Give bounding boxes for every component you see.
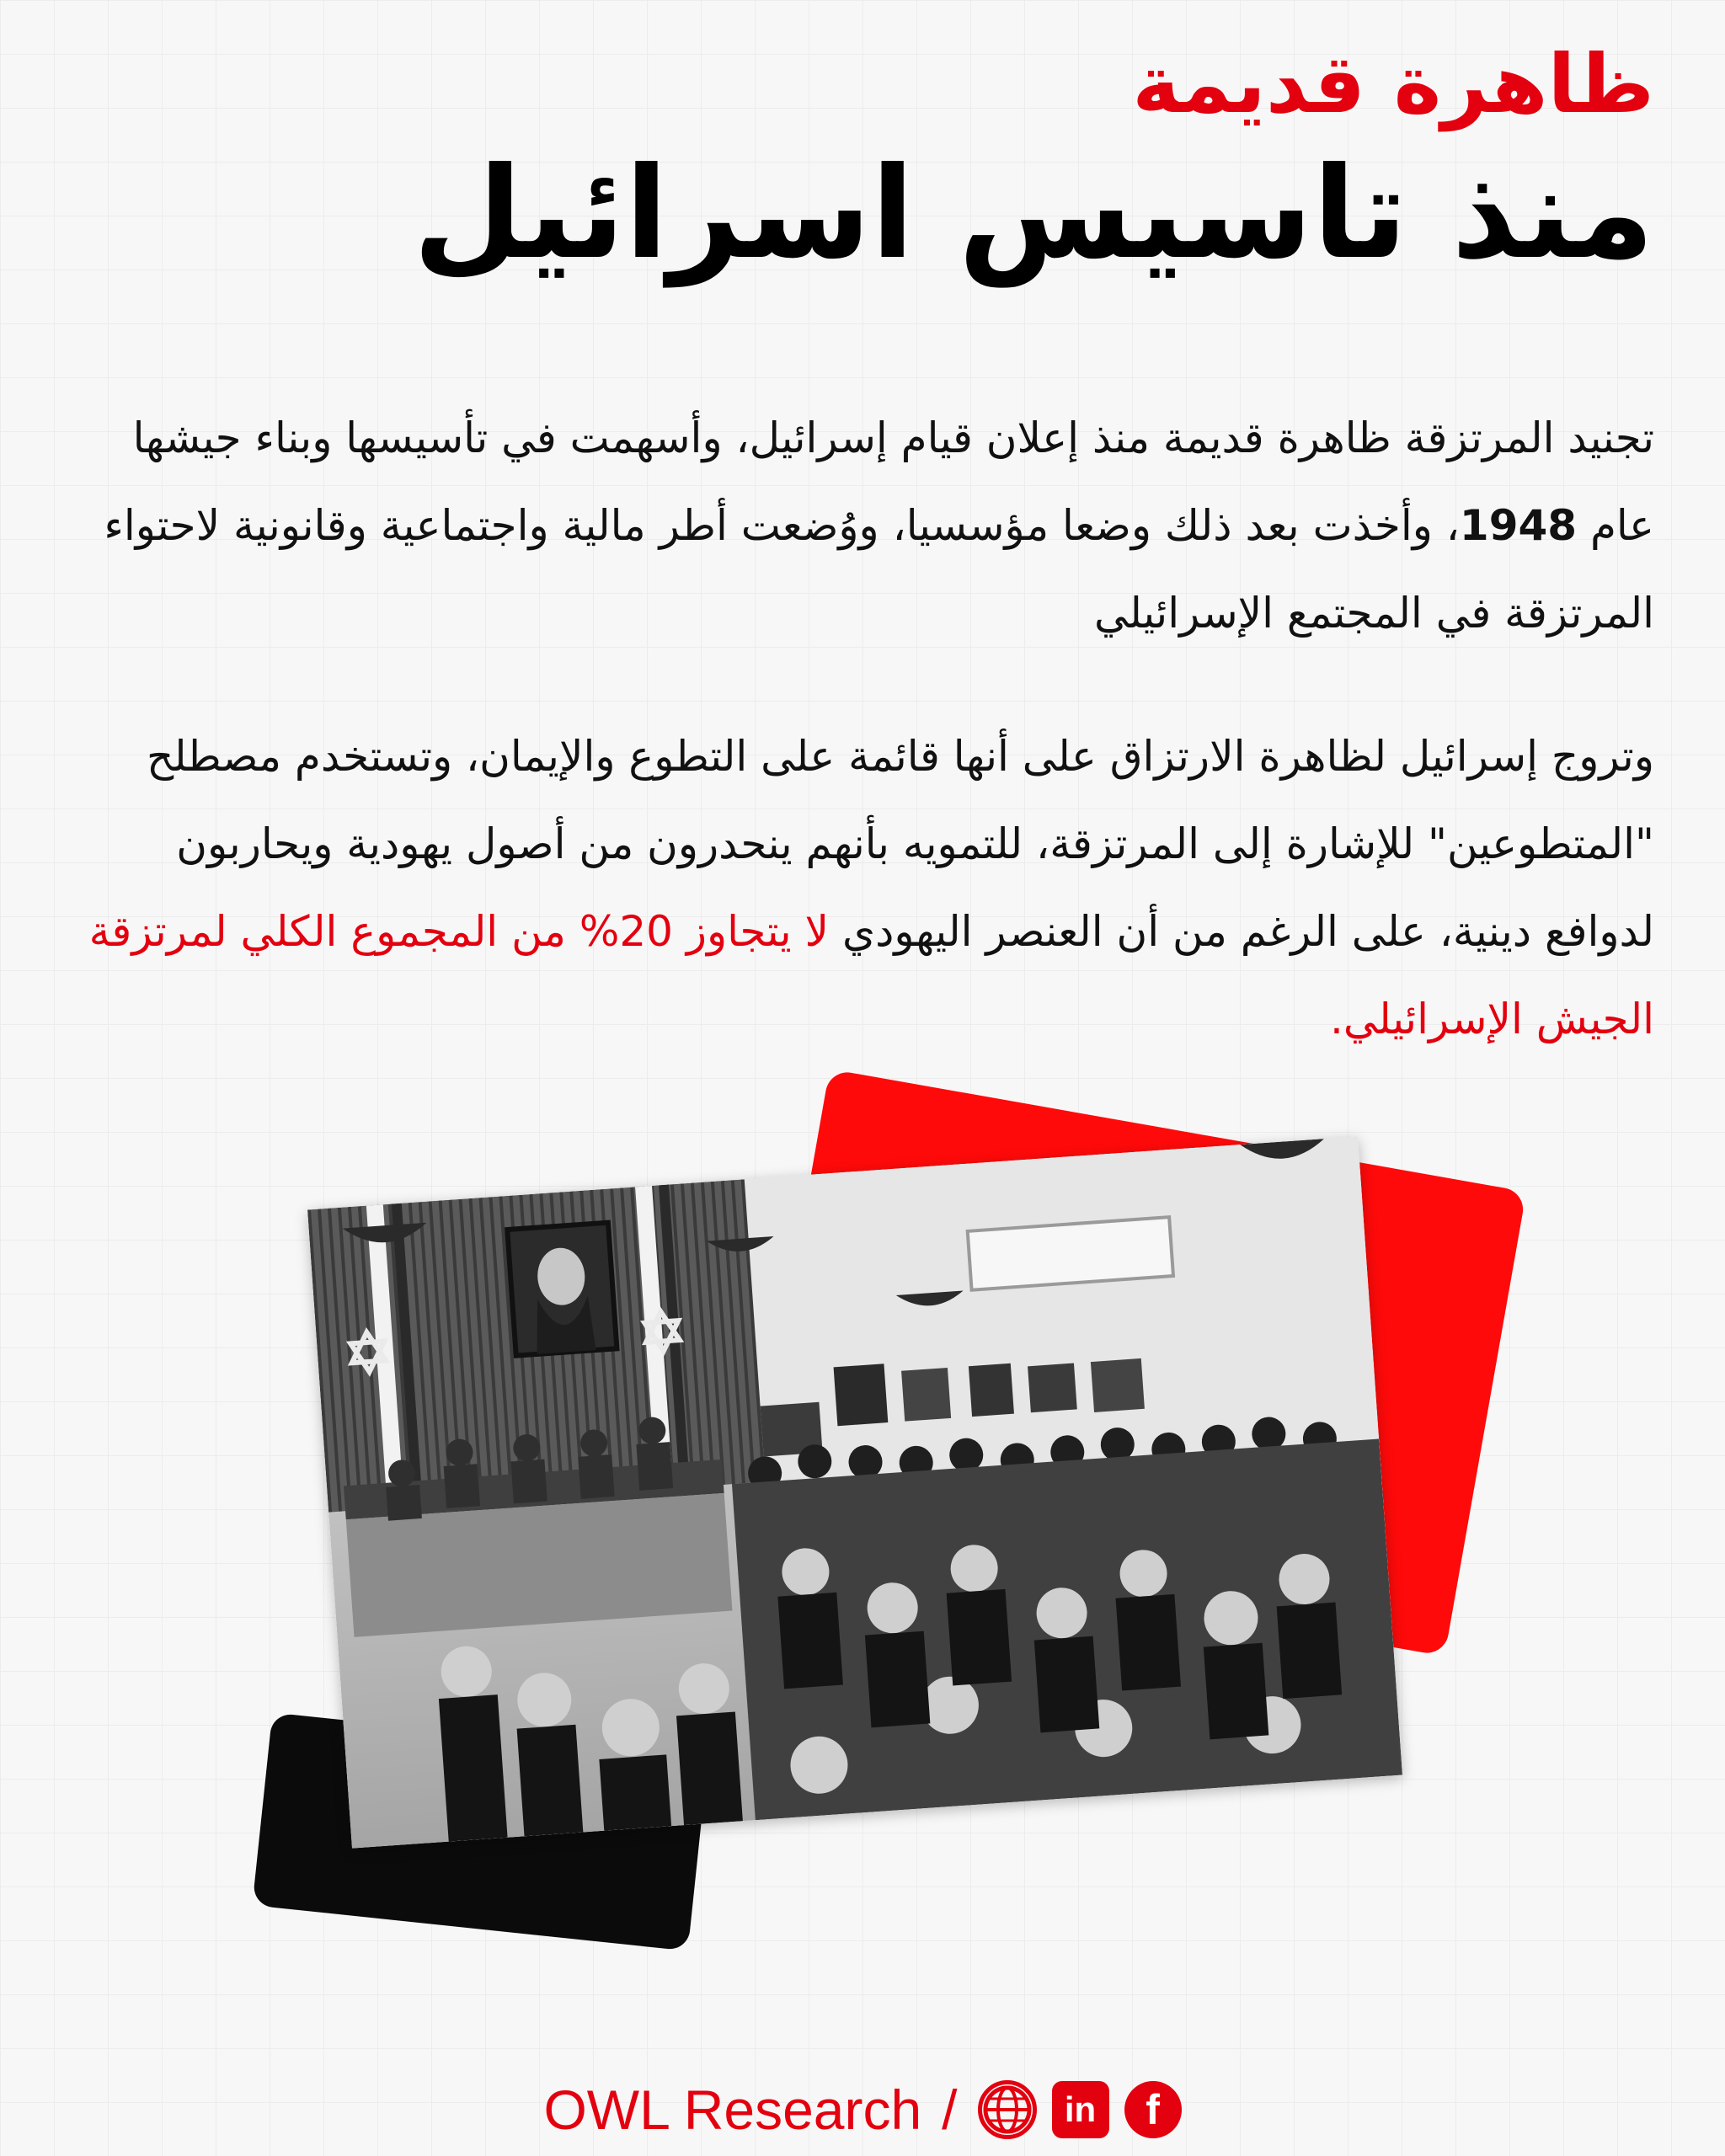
paragraph-founding bbox=[71, 394, 1654, 657]
year-1948: 1948 bbox=[1459, 501, 1578, 550]
headline-title: منذ تاسيس اسرائيل bbox=[413, 141, 1654, 287]
highlighted-statistic: لا يتجاوز 20% من المجموع الكلي لمرتزقة الجيش الإسرائيلي bbox=[88, 907, 1654, 1043]
footer-separator: / bbox=[942, 2079, 958, 2141]
historical-photo-illustration bbox=[307, 1136, 1402, 1848]
footer bbox=[0, 2072, 1725, 2148]
paragraph-founding-text-2: ، وأخذت بعد ذلك وضعا مؤسسيا، ووُضعت أطر مالية واجتماعية وقانونية لاحتواء المرتزقة في المجتمع الإسرائيلي bbox=[104, 501, 1654, 638]
brand-name: OWL Research bbox=[543, 2079, 922, 2141]
paragraph-founding-text-1: تجنيد المرتزقة ظاهرة قديمة منذ إعلان قيام إسرائيل، وأسهمت في تأسيسها وبناء جيشها عام bbox=[132, 414, 1654, 550]
headline bbox=[413, 34, 1654, 290]
paragraph-end-dot: . bbox=[1329, 995, 1343, 1043]
facebook-icon[interactable]: f bbox=[1124, 2081, 1182, 2138]
headline-kicker: ظاهرة قديمة bbox=[1132, 37, 1654, 131]
historical-photo bbox=[307, 1136, 1402, 1848]
paragraph-volunteers bbox=[71, 712, 1654, 1063]
linkedin-icon[interactable]: in bbox=[1052, 2081, 1109, 2138]
globe-icon[interactable] bbox=[978, 2080, 1037, 2139]
paragraph-volunteers-text: وتروج إسرائيل لظاهرة الارتزاق على أنها قائمة على التطوع والإيمان، وتستخدم مصطلح "المتطوعين" للإشارة إلى المرتزقة، للتمويه بأنهم ينحدرون من أصول يهودية ويحاربون لدوافع دينية، على الرغم من أن العنصر اليهودي bbox=[147, 732, 1654, 956]
